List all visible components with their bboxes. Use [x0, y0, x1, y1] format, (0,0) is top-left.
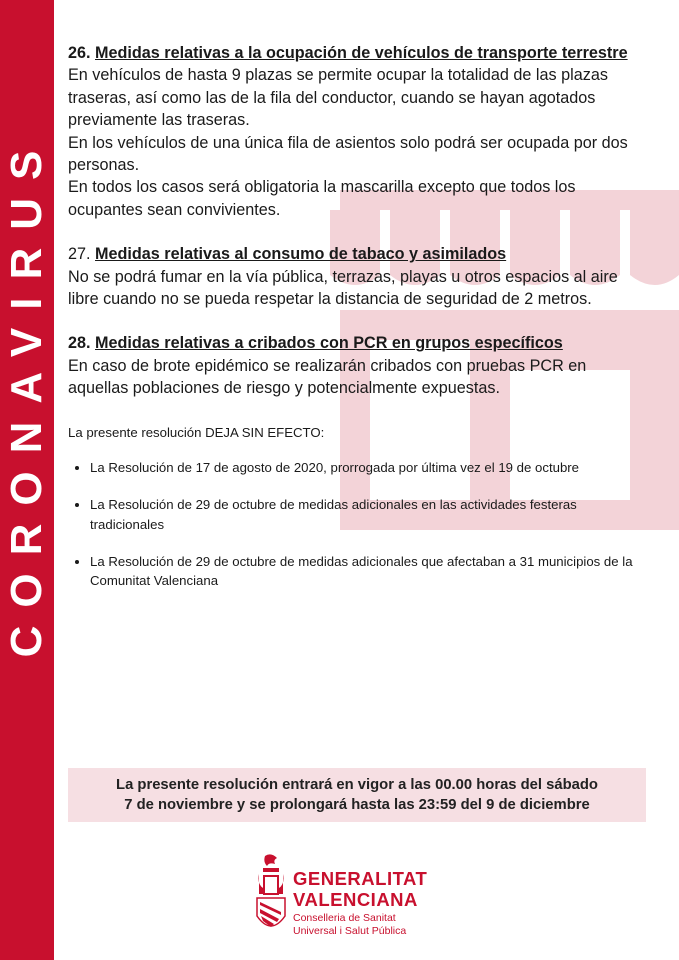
coat-of-arms-icon	[255, 854, 287, 936]
effective-date-banner	[68, 768, 646, 822]
section-number: 28.	[68, 334, 91, 353]
section-heading	[68, 42, 648, 64]
generalitat-logo	[255, 854, 455, 944]
sidebar-band	[0, 0, 54, 960]
section-number: 27.	[68, 245, 91, 264]
logo-department: Conselleria de Sanitat Universal i Salut Pública	[293, 912, 407, 937]
section-title: Medidas relativas a cribados con PCR en grupos específicos	[95, 334, 563, 353]
section-paragraph: En vehículos de hasta 9 plazas se permite ocupar la totalidad de las plazas traseras, así como las de la fila del conductor, cuando se hayan agotados previamente las traseras.	[68, 66, 608, 130]
list-item: • La Resolución de 17 de agosto de 2020, prorrogada por última vez el 19 de octubre	[90, 458, 648, 477]
section-heading	[68, 332, 648, 354]
logo-wordmark: GENERALITAT VALENCIANA	[293, 868, 428, 910]
document-body	[68, 42, 648, 608]
section-title: Medidas relativas a la ocupación de vehículos de transporte terrestre	[95, 44, 628, 62]
section-paragraph: En todos los casos será obligatoria la mascarilla excepto que todos los ocupantes sean convivientes.	[68, 178, 576, 219]
section-paragraph: En los vehículos de una única fila de asientos solo podrá ser ocupada por dos personas.	[68, 133, 628, 175]
section-number: 26.	[68, 44, 91, 62]
sidebar-label: CORONAVIRUS	[2, 132, 51, 658]
section-paragraph: En caso de brote epidémico se realizarán cribados con pruebas PCR en aquellas poblaciones de riesgo y potencialmente expuestas.	[68, 356, 587, 398]
section-paragraph: No se podrá fumar en la vía pública, terrazas, playas u otros espacios al aire libre cuando no se pueda respetar la distancia de seguridad de 2 metros.	[68, 267, 618, 309]
section-heading	[68, 243, 648, 265]
section-27	[68, 243, 648, 310]
section-26	[68, 42, 648, 221]
list-item: • La Resolución de 29 de octubre de medidas adicionales en las actividades festeras tradicionales	[90, 495, 648, 533]
repeal-intro: La presente resolución DEJA SIN EFECTO:	[68, 424, 325, 440]
banner-line: 7 de noviembre y se prolongará hasta las 23:59 del 9 de diciembre	[124, 797, 590, 813]
repeal-list	[68, 458, 648, 590]
list-item: • La Resolución de 29 de octubre de medidas adicionales que afectaban a 31 municipios de la Comunitat Valenciana	[90, 552, 648, 590]
section-title: Medidas relativas al consumo de tabaco y asimilados	[95, 245, 507, 264]
banner-line: La presente resolución entrará en vigor a las 00.00 horas del sábado	[116, 777, 598, 793]
section-28	[68, 332, 648, 399]
